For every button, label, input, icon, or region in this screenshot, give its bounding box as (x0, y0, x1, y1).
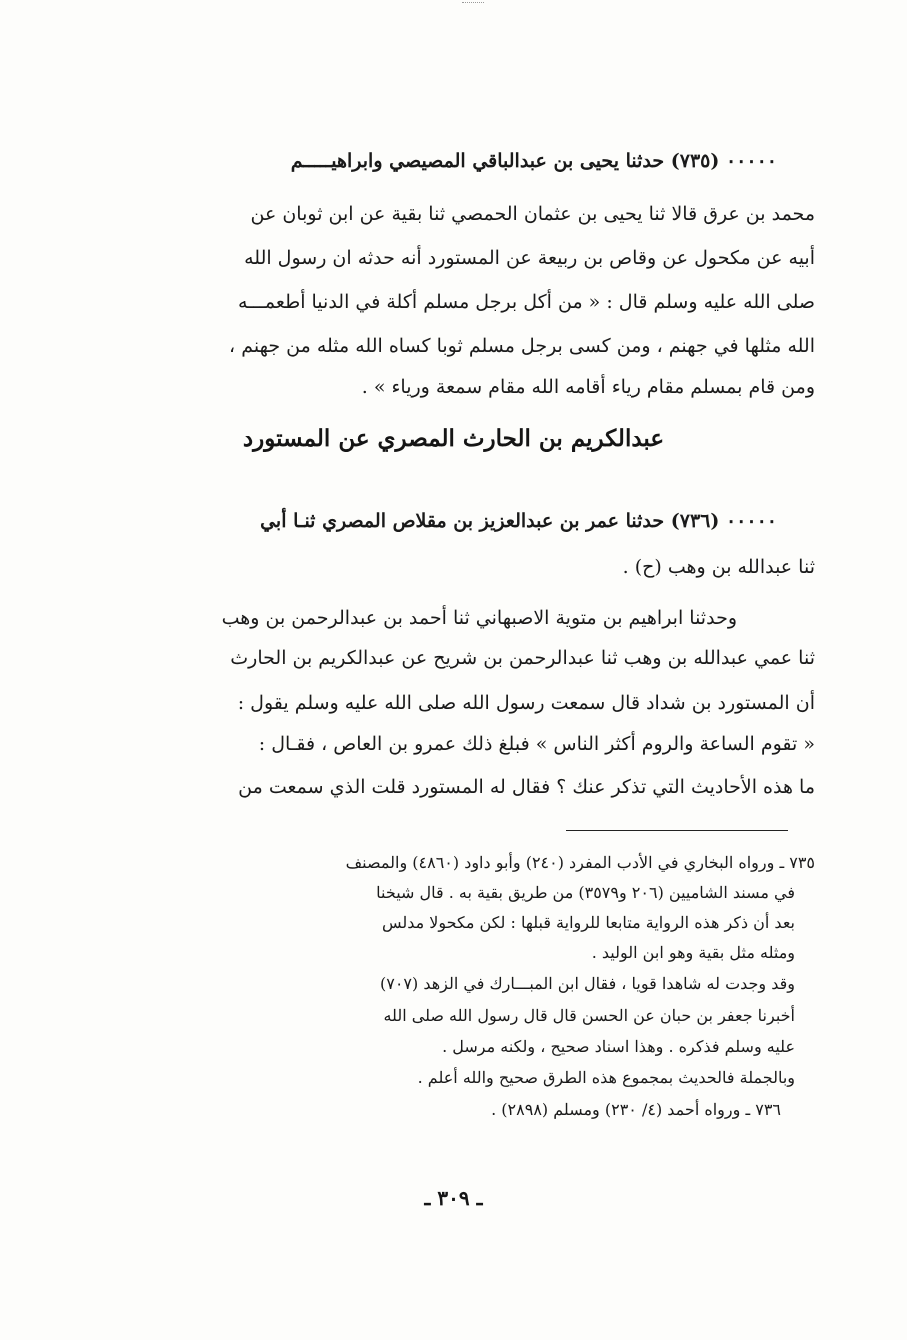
footnote-735-line-8: وبالجملة فالحديث بمجموع هذه الطرق صحيح والله أعلم . (417, 1068, 795, 1087)
footnote-735-line-5: وقد وجدت له شاهدا قويا ، فقال ابن المبـــارك في الزهد (٧٠٧) (379, 974, 795, 993)
footnote-735-line-7: عليه وسلم فذكره . وهذا اسناد صحيح ، ولكنه مرسل . (442, 1037, 795, 1056)
footnote-735-line-2: في مسند الشاميين (٢٠٦ و٣٥٧٩) من طريق بقية به . قال شيخنا (376, 883, 795, 902)
hadith-736-line-2: ثنا عبدالله بن وهب (ح) . (622, 556, 815, 578)
hadith-736-line-5: أن المستورد بن شداد قال سمعت رسول الله صلى الله عليه وسلم يقول : (237, 692, 815, 714)
hadith-735-line-2: محمد بن عرق قالا ثنا يحيى بن عثمان الحمصي ثنا بقية عن ابن ثوبان عن (250, 203, 815, 225)
section-heading: عبدالكريم بن الحارث المصري عن المستورد (242, 425, 665, 452)
scan-speck (462, 2, 484, 6)
hadith-735-line-1: ٠٠٠٠٠ (٧٣٥) حدثنا يحيى بن عبدالباقي المصيصي وابراهيـــــم (290, 150, 777, 172)
hadith-736-line-7: ما هذه الأحاديث التي تذكر عنك ؟ فقال له المستورد قلت الذي سمعت من (238, 776, 815, 798)
hadith-736-line-4: ثنا عمي عبدالله بن وهب ثنا عبدالرحمن بن شريح عن عبدالكريم بن الحارث (230, 647, 815, 669)
hadith-735-line-6: ومن قام بمسلم مقام رياء أقامه الله مقام سمعة ورياء » . (361, 376, 815, 398)
page-number: ـ ٣٠٩ ـ (424, 1186, 483, 1210)
hadith-735-line-5: الله مثلها في جهنم ، ومن كسى برجل مسلم ثوبا كساه الله مثله من جهنم ، (229, 335, 815, 357)
hadith-736-line-6: « تقوم الساعة والروم أكثر الناس » فبلغ ذلك عمرو بن العاص ، فقـال : (258, 733, 815, 755)
hadith-735-line-4: صلى الله عليه وسلم قال : « من أكل برجل مسلم أكلة في الدنيا أطعمـــه (238, 291, 815, 313)
hadith-735-line-3: أبيه عن مكحول عن وقاص بن ربيعة عن المستورد أنه حدثه ان رسول الله (244, 247, 815, 269)
footnote-separator (566, 830, 788, 831)
footnote-735-line-4: ومثله مثل بقية وهو ابن الوليد . (591, 943, 795, 962)
hadith-736-line-1: ٠٠٠٠٠ (٧٣٦) حدثنا عمر بن عبدالعزيز بن مقلاص المصري ثنـا أبي (260, 510, 777, 532)
footnote-735-line-1: ٧٣٥ ـ ورواه البخاري في الأدب المفرد (٢٤٠) وأبو داود (٤٨٦٠) والمصنف (345, 853, 815, 872)
footnote-736: ٧٣٦ ـ ورواه أحمد (٤/ ٢٣٠) ومسلم (٢٨٩٨) . (491, 1100, 781, 1119)
hadith-736-line-3: وحدثنا ابراهيم بن متوية الاصبهاني ثنا أحمد بن عبدالرحمن بن وهب (221, 607, 737, 629)
footnote-735-line-3: بعد أن ذكر هذه الرواية متابعا للرواية قبلها : لكن مكحولا مدلس (381, 913, 795, 932)
footnote-735-line-6: أخبرنا جعفر بن حبان عن الحسن قال قال رسول الله صلى الله (383, 1006, 795, 1025)
